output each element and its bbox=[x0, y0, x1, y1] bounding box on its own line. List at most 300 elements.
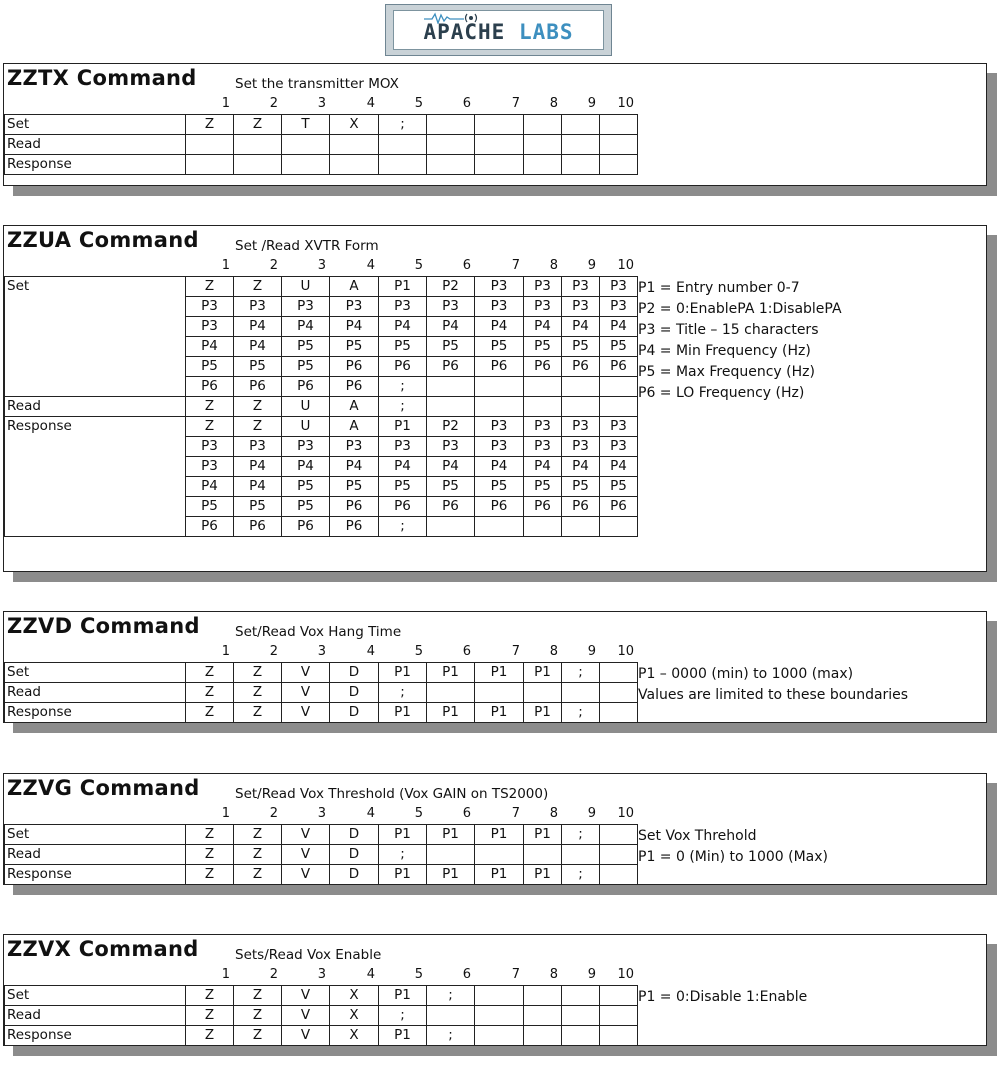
table-cell bbox=[475, 135, 524, 155]
command-description: Set/Read Vox Hang Time bbox=[235, 624, 402, 640]
column-number: 7 bbox=[511, 258, 520, 273]
table-cell bbox=[524, 377, 562, 397]
table-cell: P3 bbox=[234, 297, 282, 317]
table-cell: P6 bbox=[524, 357, 562, 377]
command-description: Set /Read XVTR Form bbox=[235, 238, 379, 254]
table-cell: P5 bbox=[475, 477, 524, 497]
note-line: P1 – 0000 (min) to 1000 (max) bbox=[638, 666, 854, 682]
table-cell: P3 bbox=[379, 437, 427, 457]
table-cell bbox=[330, 155, 379, 175]
table-cell bbox=[427, 397, 475, 417]
table-row bbox=[5, 1006, 638, 1026]
table-cell bbox=[524, 135, 562, 155]
table-cell: Z bbox=[234, 865, 282, 885]
table-cell: Z bbox=[186, 277, 234, 297]
table-cell: P5 bbox=[186, 497, 234, 517]
table-cell: P4 bbox=[282, 457, 330, 477]
table-cell: P2 bbox=[427, 417, 475, 437]
column-number: 7 bbox=[511, 644, 520, 659]
table-cell: A bbox=[330, 417, 379, 437]
command-table bbox=[4, 824, 638, 885]
table-cell bbox=[600, 377, 638, 397]
table-cell: P4 bbox=[186, 477, 234, 497]
table-cell: P1 bbox=[475, 703, 524, 723]
table-cell: P3 bbox=[330, 437, 379, 457]
table-cell: X bbox=[330, 1006, 379, 1026]
table-cell: V bbox=[282, 1006, 330, 1026]
row-label-read: Read bbox=[5, 397, 186, 417]
table-cell: ; bbox=[379, 845, 427, 865]
table-cell: P3 bbox=[186, 457, 234, 477]
table-cell bbox=[234, 155, 282, 175]
table-cell: P4 bbox=[234, 337, 282, 357]
table-cell: P3 bbox=[600, 277, 638, 297]
table-cell: V bbox=[282, 986, 330, 1006]
table-cell: P4 bbox=[600, 317, 638, 337]
table-cell: P3 bbox=[524, 437, 562, 457]
column-number: 4 bbox=[366, 644, 375, 659]
table-cell bbox=[427, 683, 475, 703]
table-cell bbox=[475, 986, 524, 1006]
table-cell: P3 bbox=[427, 437, 475, 457]
table-cell: P6 bbox=[562, 357, 600, 377]
table-cell: P3 bbox=[600, 417, 638, 437]
table-cell: P5 bbox=[379, 477, 427, 497]
table-cell: D bbox=[330, 845, 379, 865]
table-cell: V bbox=[282, 865, 330, 885]
table-cell: P5 bbox=[234, 357, 282, 377]
parameter-notes bbox=[638, 987, 807, 1008]
table-row bbox=[5, 1026, 638, 1046]
table-cell: Z bbox=[234, 825, 282, 845]
table-cell: Z bbox=[234, 397, 282, 417]
table-cell: P5 bbox=[282, 497, 330, 517]
table-cell: P5 bbox=[330, 337, 379, 357]
table-cell: X bbox=[330, 115, 379, 135]
table-cell bbox=[282, 155, 330, 175]
column-number: 3 bbox=[317, 258, 326, 273]
table-cell: ; bbox=[379, 683, 427, 703]
command-title: ZZVG Command bbox=[7, 776, 200, 800]
note-line: P3 = Title – 15 characters bbox=[638, 322, 819, 338]
table-cell: P4 bbox=[475, 317, 524, 337]
note-line: P4 = Min Frequency (Hz) bbox=[638, 343, 811, 359]
column-number: 4 bbox=[366, 806, 375, 821]
table-cell: P3 bbox=[186, 437, 234, 457]
table-cell bbox=[600, 865, 638, 885]
table-cell: P5 bbox=[427, 477, 475, 497]
column-number: 6 bbox=[462, 806, 471, 821]
column-number: 6 bbox=[462, 96, 471, 111]
table-row bbox=[5, 417, 638, 437]
table-cell: P1 bbox=[427, 865, 475, 885]
table-cell: P3 bbox=[562, 277, 600, 297]
table-cell: Z bbox=[186, 417, 234, 437]
note-line: P6 = LO Frequency (Hz) bbox=[638, 385, 805, 401]
command-table bbox=[4, 114, 638, 175]
parameter-notes bbox=[638, 664, 908, 706]
table-cell bbox=[562, 986, 600, 1006]
row-label-set: Set bbox=[5, 115, 186, 135]
table-cell: Z bbox=[234, 417, 282, 437]
column-number: 7 bbox=[511, 806, 520, 821]
column-number: 10 bbox=[617, 967, 634, 982]
table-cell bbox=[475, 115, 524, 135]
column-number: 8 bbox=[549, 806, 558, 821]
table-cell bbox=[600, 1006, 638, 1026]
table-cell: D bbox=[330, 683, 379, 703]
table-row bbox=[5, 845, 638, 865]
table-cell: V bbox=[282, 703, 330, 723]
logo-labs: LABS bbox=[518, 20, 574, 44]
table-cell: P3 bbox=[475, 437, 524, 457]
table-cell: P6 bbox=[379, 497, 427, 517]
table-cell: Z bbox=[186, 825, 234, 845]
table-cell: Z bbox=[234, 683, 282, 703]
table-cell: Z bbox=[234, 115, 282, 135]
table-cell: P4 bbox=[475, 457, 524, 477]
table-cell: ; bbox=[379, 517, 427, 537]
table-cell: V bbox=[282, 825, 330, 845]
table-cell: P6 bbox=[600, 497, 638, 517]
table-row bbox=[5, 683, 638, 703]
table-cell bbox=[600, 115, 638, 135]
table-cell: P4 bbox=[379, 317, 427, 337]
table-cell: P5 bbox=[427, 337, 475, 357]
table-cell: P3 bbox=[186, 297, 234, 317]
table-row bbox=[5, 986, 638, 1006]
table-cell: P6 bbox=[427, 357, 475, 377]
table-cell: D bbox=[330, 703, 379, 723]
column-number: 9 bbox=[587, 258, 596, 273]
table-cell: P6 bbox=[379, 357, 427, 377]
table-cell: ; bbox=[379, 1006, 427, 1026]
table-cell: P6 bbox=[330, 357, 379, 377]
table-cell: ; bbox=[427, 986, 475, 1006]
table-cell: P2 bbox=[427, 277, 475, 297]
column-number: 1 bbox=[221, 96, 230, 111]
table-cell: P4 bbox=[186, 337, 234, 357]
table-cell bbox=[475, 397, 524, 417]
column-number: 5 bbox=[414, 644, 423, 659]
column-number: 9 bbox=[587, 806, 596, 821]
table-cell: P6 bbox=[234, 517, 282, 537]
table-cell bbox=[562, 517, 600, 537]
table-cell: Z bbox=[186, 1026, 234, 1046]
note-line: P5 = Max Frequency (Hz) bbox=[638, 364, 815, 380]
table-cell: ; bbox=[562, 865, 600, 885]
table-cell bbox=[562, 135, 600, 155]
row-label-read: Read bbox=[5, 135, 186, 155]
table-cell: ; bbox=[562, 663, 600, 683]
table-cell: P5 bbox=[186, 357, 234, 377]
table-cell: V bbox=[282, 1026, 330, 1046]
table-cell: P3 bbox=[562, 417, 600, 437]
column-number: 1 bbox=[221, 806, 230, 821]
column-number: 2 bbox=[269, 967, 278, 982]
column-number: 10 bbox=[617, 806, 634, 821]
command-title: ZZUA Command bbox=[7, 228, 199, 252]
table-cell bbox=[524, 683, 562, 703]
table-row bbox=[5, 703, 638, 723]
table-cell bbox=[475, 377, 524, 397]
table-cell: P5 bbox=[562, 477, 600, 497]
command-card-zzvd bbox=[3, 611, 987, 723]
table-cell: V bbox=[282, 663, 330, 683]
column-number: 4 bbox=[366, 258, 375, 273]
table-cell: P3 bbox=[562, 297, 600, 317]
row-label-read: Read bbox=[5, 683, 186, 703]
row-label-response: Response bbox=[5, 865, 186, 885]
table-cell: Z bbox=[234, 986, 282, 1006]
table-cell: P1 bbox=[475, 865, 524, 885]
table-cell: P6 bbox=[330, 517, 379, 537]
column-number: 3 bbox=[317, 96, 326, 111]
table-cell: Z bbox=[186, 845, 234, 865]
column-number: 3 bbox=[317, 644, 326, 659]
table-cell: P6 bbox=[524, 497, 562, 517]
column-number: 5 bbox=[414, 96, 423, 111]
table-cell: P1 bbox=[427, 663, 475, 683]
table-cell: P3 bbox=[524, 277, 562, 297]
table-cell: Z bbox=[186, 986, 234, 1006]
table-cell: Z bbox=[234, 1026, 282, 1046]
column-number: 3 bbox=[317, 967, 326, 982]
table-cell bbox=[427, 1006, 475, 1026]
note-line: Set Vox Threhold bbox=[638, 828, 757, 844]
table-cell: P5 bbox=[600, 477, 638, 497]
table-cell bbox=[379, 155, 427, 175]
table-cell: P4 bbox=[524, 317, 562, 337]
command-card-zzvg bbox=[3, 773, 987, 885]
logo-text bbox=[394, 20, 603, 44]
column-number: 8 bbox=[549, 258, 558, 273]
table-cell bbox=[186, 135, 234, 155]
logo-apache: APACHE bbox=[423, 20, 506, 44]
table-cell: A bbox=[330, 277, 379, 297]
table-cell bbox=[186, 155, 234, 175]
table-cell bbox=[600, 703, 638, 723]
row-label-response: Response bbox=[5, 417, 186, 537]
table-cell: U bbox=[282, 397, 330, 417]
table-cell: P3 bbox=[475, 277, 524, 297]
table-cell: P4 bbox=[234, 477, 282, 497]
table-cell: D bbox=[330, 865, 379, 885]
table-cell bbox=[475, 1006, 524, 1026]
table-cell: P4 bbox=[600, 457, 638, 477]
table-cell: P3 bbox=[282, 437, 330, 457]
table-cell bbox=[524, 115, 562, 135]
table-cell: P5 bbox=[379, 337, 427, 357]
table-cell bbox=[427, 135, 475, 155]
table-cell bbox=[600, 155, 638, 175]
apache-labs-logo bbox=[385, 4, 612, 56]
table-cell bbox=[427, 115, 475, 135]
table-row bbox=[5, 155, 638, 175]
table-cell: Z bbox=[234, 277, 282, 297]
table-cell bbox=[600, 135, 638, 155]
table-cell: P3 bbox=[186, 317, 234, 337]
column-number: 9 bbox=[587, 644, 596, 659]
table-cell: P1 bbox=[524, 663, 562, 683]
table-cell bbox=[562, 155, 600, 175]
table-cell: P5 bbox=[524, 337, 562, 357]
table-cell: P3 bbox=[524, 417, 562, 437]
table-cell bbox=[330, 135, 379, 155]
row-label-read: Read bbox=[5, 1006, 186, 1026]
column-number: 1 bbox=[221, 644, 230, 659]
command-table bbox=[4, 276, 638, 537]
table-cell: P1 bbox=[379, 277, 427, 297]
column-number: 5 bbox=[414, 806, 423, 821]
table-cell: P6 bbox=[186, 517, 234, 537]
table-cell bbox=[524, 986, 562, 1006]
column-number: 2 bbox=[269, 258, 278, 273]
table-cell: ; bbox=[379, 377, 427, 397]
command-card-zzvx bbox=[3, 934, 987, 1046]
table-cell: ; bbox=[562, 825, 600, 845]
table-cell: P1 bbox=[379, 703, 427, 723]
table-cell: Z bbox=[234, 1006, 282, 1026]
column-number: 4 bbox=[366, 967, 375, 982]
table-cell: P5 bbox=[234, 497, 282, 517]
table-cell: P4 bbox=[282, 317, 330, 337]
table-cell: X bbox=[330, 986, 379, 1006]
table-cell bbox=[562, 1006, 600, 1026]
column-number: 1 bbox=[221, 258, 230, 273]
table-cell: P4 bbox=[427, 457, 475, 477]
table-cell: P6 bbox=[562, 497, 600, 517]
table-row bbox=[5, 135, 638, 155]
command-card-zztx bbox=[3, 63, 987, 186]
note-line: Values are limited to these boundaries bbox=[638, 687, 909, 703]
table-cell bbox=[282, 135, 330, 155]
column-number: 8 bbox=[549, 96, 558, 111]
table-cell: P1 bbox=[379, 825, 427, 845]
table-cell bbox=[600, 517, 638, 537]
table-cell: Z bbox=[186, 865, 234, 885]
table-cell: ; bbox=[562, 703, 600, 723]
row-label-response: Response bbox=[5, 703, 186, 723]
table-cell bbox=[475, 1026, 524, 1046]
table-cell bbox=[524, 1026, 562, 1046]
table-cell: V bbox=[282, 845, 330, 865]
table-cell bbox=[562, 397, 600, 417]
column-number: 7 bbox=[511, 967, 520, 982]
column-number: 10 bbox=[617, 96, 634, 111]
column-number: 7 bbox=[511, 96, 520, 111]
table-cell: Z bbox=[186, 1006, 234, 1026]
table-cell: P1 bbox=[379, 986, 427, 1006]
table-cell: U bbox=[282, 417, 330, 437]
table-cell: P5 bbox=[475, 337, 524, 357]
table-cell: P6 bbox=[186, 377, 234, 397]
table-cell bbox=[427, 845, 475, 865]
table-cell bbox=[600, 663, 638, 683]
table-cell: P1 bbox=[427, 825, 475, 845]
table-row bbox=[5, 115, 638, 135]
column-number: 6 bbox=[462, 644, 471, 659]
table-cell bbox=[524, 1006, 562, 1026]
table-cell bbox=[562, 683, 600, 703]
table-cell: P1 bbox=[524, 703, 562, 723]
table-cell: P1 bbox=[475, 663, 524, 683]
command-title: ZZVD Command bbox=[7, 614, 200, 638]
column-number: 1 bbox=[221, 967, 230, 982]
row-label-set: Set bbox=[5, 986, 186, 1006]
command-title: ZZVX Command bbox=[7, 937, 199, 961]
table-cell: P3 bbox=[600, 437, 638, 457]
table-cell bbox=[562, 845, 600, 865]
table-cell: P6 bbox=[475, 497, 524, 517]
table-row bbox=[5, 277, 638, 297]
table-cell: P4 bbox=[330, 317, 379, 337]
column-number: 8 bbox=[549, 644, 558, 659]
command-description: Set the transmitter MOX bbox=[235, 76, 399, 92]
logo-panel bbox=[393, 10, 604, 50]
table-cell bbox=[427, 517, 475, 537]
table-row bbox=[5, 865, 638, 885]
table-cell: P3 bbox=[234, 437, 282, 457]
table-cell: P6 bbox=[330, 497, 379, 517]
table-cell bbox=[427, 377, 475, 397]
table-cell: Z bbox=[186, 663, 234, 683]
table-cell: P4 bbox=[234, 457, 282, 477]
table-cell: D bbox=[330, 663, 379, 683]
table-cell bbox=[600, 845, 638, 865]
table-cell: P5 bbox=[282, 357, 330, 377]
table-cell: Z bbox=[186, 397, 234, 417]
table-cell bbox=[600, 683, 638, 703]
table-cell: P6 bbox=[427, 497, 475, 517]
table-cell: P1 bbox=[379, 1026, 427, 1046]
table-cell bbox=[600, 825, 638, 845]
column-number: 5 bbox=[414, 258, 423, 273]
table-cell bbox=[475, 517, 524, 537]
table-cell: P3 bbox=[475, 417, 524, 437]
table-cell: P6 bbox=[600, 357, 638, 377]
row-label-read: Read bbox=[5, 845, 186, 865]
table-cell: P4 bbox=[234, 317, 282, 337]
table-cell: P5 bbox=[600, 337, 638, 357]
column-number: 9 bbox=[587, 967, 596, 982]
table-row bbox=[5, 825, 638, 845]
table-cell bbox=[475, 845, 524, 865]
table-cell bbox=[475, 155, 524, 175]
table-cell: P3 bbox=[475, 297, 524, 317]
table-cell bbox=[379, 135, 427, 155]
table-cell: P1 bbox=[379, 417, 427, 437]
table-cell: U bbox=[282, 277, 330, 297]
table-cell: P6 bbox=[282, 517, 330, 537]
table-cell: P1 bbox=[427, 703, 475, 723]
table-cell bbox=[600, 1026, 638, 1046]
table-cell: P6 bbox=[282, 377, 330, 397]
table-cell: P3 bbox=[524, 297, 562, 317]
table-cell: Z bbox=[234, 703, 282, 723]
table-cell: X bbox=[330, 1026, 379, 1046]
table-cell: P1 bbox=[524, 865, 562, 885]
column-number: 2 bbox=[269, 806, 278, 821]
column-number: 10 bbox=[617, 258, 634, 273]
table-cell: P4 bbox=[330, 457, 379, 477]
table-cell: Z bbox=[186, 115, 234, 135]
table-cell: P1 bbox=[379, 865, 427, 885]
table-cell: ; bbox=[379, 115, 427, 135]
table-cell: Z bbox=[234, 663, 282, 683]
parameter-notes bbox=[638, 826, 828, 868]
note-line: P1 = Entry number 0-7 bbox=[638, 280, 800, 296]
